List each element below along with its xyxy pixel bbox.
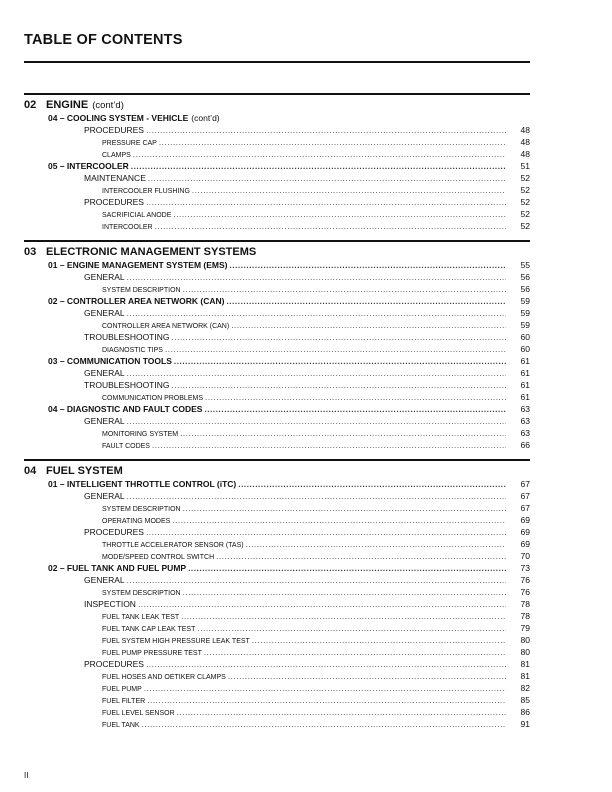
section-number: 04 [24,465,37,477]
toc-entry[interactable] [24,561,530,573]
toc-entry-text: PRESSURE CAP [102,140,157,147]
toc-entry-page: 48 [520,137,530,147]
toc-entry[interactable] [24,183,530,195]
toc-entry[interactable] [24,171,530,183]
toc-entry-text: FUEL TANK [102,722,140,729]
toc-entry-page: 78 [520,599,530,609]
toc-entry[interactable] [24,537,530,549]
toc-entry-page: 52 [520,209,530,219]
toc-entry[interactable] [24,585,530,597]
dot-leader [180,429,506,438]
toc-entry-label [84,416,125,426]
dot-leader [146,126,506,135]
toc-entry-text: FUEL PUMP PRESSURE TEST [102,650,202,657]
toc-entry-label [102,650,202,657]
dot-leader [127,492,506,501]
dot-leader [229,261,506,270]
toc-entry-page: 59 [520,320,530,330]
toc-entry[interactable] [24,135,530,147]
toc-entry[interactable] [24,705,530,717]
toc-entry-text: FAULT CODES [102,443,150,450]
toc-entry-label [84,527,144,537]
toc-entry-label [84,368,125,378]
toc-entry-label [102,287,181,294]
toc-entry-page: 51 [520,161,530,171]
toc-entry-text: INSPECTION [84,599,136,609]
section-heading[interactable] [24,462,530,477]
section-heading[interactable] [24,243,530,258]
toc-entry-page: 66 [520,440,530,450]
toc-entry-text: FUEL HOSES AND OETIKER CLAMPS [102,674,226,681]
toc-entry-text: 01 – INTELLIGENT THROTTLE CONTROL (iTC) [48,479,237,489]
toc-entry-label [84,197,144,207]
toc-entry-page: 69 [520,527,530,537]
toc-entry[interactable] [24,717,530,729]
toc-entry[interactable] [24,378,530,390]
toc-entry[interactable] [24,489,530,501]
toc-entry[interactable] [24,549,530,561]
dot-leader [172,516,506,525]
toc-entry-label [84,308,125,318]
toc-entry-text: FUEL PUMP [102,686,142,693]
toc-entry-text: MONITORING SYSTEM [102,431,179,438]
toc-entry-text: 04 – DIAGNOSTIC AND FAULT CODES [48,404,203,414]
toc-entry-text: MODE/SPEED CONTROL SWITCH [102,554,215,561]
toc-entry-page: 48 [520,149,530,159]
toc-entry-page: 80 [520,647,530,657]
dot-leader [171,381,506,390]
toc-entry-text: FUEL SYSTEM HIGH PRESSURE LEAK TEST [102,638,250,645]
dot-leader [216,552,506,561]
toc-entry-label [48,356,172,366]
toc-entry-label [102,443,150,450]
toc-entry-page: 56 [520,284,530,294]
toc-entry-suffix: (cont’d) [191,113,220,123]
toc-entry[interactable] [24,669,530,681]
toc-entry-text: OPERATING MODES [102,518,171,525]
toc-entry-page: 52 [520,185,530,195]
toc-entry-text: SYSTEM DESCRIPTION [102,590,181,597]
toc-entry-page: 67 [520,503,530,513]
toc-entry-label [84,575,125,585]
dot-leader [205,393,506,402]
toc-entry-label [84,332,169,342]
table-of-contents [24,93,530,738]
toc-entry-page: 60 [520,332,530,342]
toc-entry[interactable] [24,306,530,318]
toc-entry[interactable] [24,207,530,219]
dot-leader [138,600,506,609]
dot-leader [152,441,506,450]
toc-entry-label [48,113,220,123]
toc-entry-label [102,590,181,597]
toc-entry-text: GENERAL [84,272,125,282]
toc-entry-page: 52 [520,197,530,207]
toc-entry[interactable] [24,657,530,669]
toc-entry-label [102,323,229,330]
toc-entry[interactable] [24,633,530,645]
dot-leader [204,405,506,414]
toc-entry-label [48,404,202,414]
toc-entry-text: PROCEDURES [84,197,144,207]
dot-leader [197,624,506,633]
dot-leader [204,648,506,657]
dot-leader [171,333,506,342]
toc-entry-label [102,638,250,645]
toc-entry-text: FUEL LEVEL SENSOR [102,710,175,717]
toc-entry-label [48,161,129,171]
dot-leader [183,588,506,597]
section-divider [24,240,530,242]
toc-entry-label [102,224,153,231]
toc-entry-text: GENERAL [84,491,125,501]
dot-leader [147,696,506,705]
toc-entry-page: 48 [520,125,530,135]
toc-entry[interactable] [24,123,530,135]
toc-entry-text: FUEL FILTER [102,698,146,705]
section-divider [24,459,530,461]
toc-entry-page: 70 [520,551,530,561]
dot-leader [173,210,506,219]
toc-entry-page: 69 [520,515,530,525]
toc-entry-page: 59 [520,296,530,306]
toc-entry-text: GENERAL [84,308,125,318]
dot-leader [142,720,506,729]
toc-entry[interactable] [24,159,530,171]
toc-entry-label [48,563,186,573]
section-title: ELECTRONIC MANAGEMENT SYSTEMS [46,246,257,258]
toc-entry[interactable] [24,111,530,123]
toc-entry-text: SYSTEM DESCRIPTION [102,287,181,294]
toc-entry-label [102,347,163,354]
toc-entry-page: 76 [520,575,530,585]
dot-leader [146,198,506,207]
toc-entry-page: 60 [520,344,530,354]
toc-entry-page: 81 [520,671,530,681]
toc-entry[interactable] [24,318,530,330]
toc-entry-label [84,659,144,669]
dot-leader [165,345,506,354]
section-number: 02 [24,99,37,111]
toc-entry-text: CLAMPS [102,152,131,159]
dot-leader [144,684,506,693]
toc-entry-text: GENERAL [84,575,125,585]
toc-entry-label [102,686,142,693]
toc-entry-page: 63 [520,416,530,426]
dot-leader [228,672,506,681]
toc-entry[interactable] [24,513,530,525]
toc-section [24,240,530,450]
toc-entry-page: 76 [520,587,530,597]
toc-entry[interactable] [24,573,530,585]
dot-leader [127,273,506,282]
toc-entry[interactable] [24,342,530,354]
toc-entry-text: COMMUNICATION PROBLEMS [102,395,203,402]
page-title: TABLE OF CONTENTS [24,32,183,48]
toc-entry-page: 56 [520,272,530,282]
toc-entry-page: 86 [520,707,530,717]
toc-entry-text: DIAGNOSTIC TIPS [102,347,163,354]
toc-entry-label [84,173,146,183]
toc-entry-text: 01 – ENGINE MANAGEMENT SYSTEM (EMS) [48,260,228,270]
toc-entry-text: FUEL TANK LEAK TEST [102,614,180,621]
toc-entry-page: 80 [520,635,530,645]
toc-entry-label [102,518,170,525]
toc-entry[interactable] [24,270,530,282]
toc-entry-label [102,554,214,561]
toc-entry-text: FUEL TANK CAP LEAK TEST [102,626,196,633]
toc-entry-page: 82 [520,683,530,693]
toc-entry-page: 61 [520,392,530,402]
dot-leader [181,612,506,621]
toc-entry-label [84,491,125,501]
dot-leader [131,162,506,171]
toc-entry-label [48,296,224,306]
toc-entry-text: SACRIFICIAL ANODE [102,212,172,219]
toc-entry[interactable] [24,414,530,426]
toc-entry[interactable] [24,681,530,693]
toc-entry-text: INTERCOOLER FLUSHING [102,188,190,195]
toc-entry-label [84,599,136,609]
section-title: FUEL SYSTEM [46,465,123,477]
toc-entry-text: GENERAL [84,416,125,426]
toc-entry[interactable] [24,597,530,609]
toc-entry-text: PROCEDURES [84,125,144,135]
toc-entry-page: 52 [520,173,530,183]
toc-entry[interactable] [24,477,530,489]
toc-section [24,459,530,729]
toc-entry-label [102,140,157,147]
toc-entry-label [102,212,171,219]
section-suffix: (cont’d) [92,100,124,111]
toc-entry-text: 02 – FUEL TANK AND FUEL PUMP [48,563,187,573]
toc-entry-label [48,260,227,270]
toc-entry-text: 03 – COMMUNICATION TOOLS [48,356,172,366]
toc-entry[interactable] [24,402,530,414]
toc-entry[interactable] [24,609,530,621]
dot-leader [226,297,506,306]
toc-entry-page: 67 [520,479,530,489]
section-divider [24,93,530,95]
toc-entry-text: 05 – INTERCOOLER [48,161,129,171]
dot-leader [127,417,506,426]
section-heading[interactable] [24,96,530,111]
dot-leader [183,285,506,294]
title-divider [24,61,530,63]
dot-leader [155,222,506,231]
toc-entry-label [102,674,226,681]
toc-entry-text: PROCEDURES [84,527,144,537]
toc-entry[interactable] [24,195,530,207]
toc-entry-page: 63 [520,404,530,414]
dot-leader [127,309,506,318]
toc-entry-page: 73 [520,563,530,573]
toc-entry[interactable] [24,438,530,450]
toc-entry[interactable] [24,645,530,657]
toc-entry[interactable] [24,525,530,537]
dot-leader [183,504,506,513]
dot-leader [231,321,506,330]
toc-entry[interactable] [24,354,530,366]
dot-leader [148,174,506,183]
toc-entry-page: 78 [520,611,530,621]
toc-entry[interactable] [24,366,530,378]
toc-entry[interactable] [24,501,530,513]
dot-leader [146,660,506,669]
dot-leader [159,138,506,147]
toc-entry-label [48,479,236,489]
dot-leader [188,564,506,573]
toc-entry-label [84,272,125,282]
toc-entry[interactable] [24,294,530,306]
toc-section [24,93,530,231]
toc-entry[interactable] [24,282,530,294]
toc-entry-label [102,722,140,729]
toc-entry-label [102,188,190,195]
toc-entry[interactable] [24,426,530,438]
toc-entry-text: TROUBLESHOOTING [84,380,170,390]
toc-entry-text: MAINTENANCE [84,173,146,183]
dot-leader [177,708,506,717]
toc-entry-page: 69 [520,539,530,549]
toc-entry-label [102,542,244,549]
toc-entry-page: 55 [520,260,530,270]
toc-entry-page: 67 [520,491,530,501]
toc-entry[interactable] [24,330,530,342]
toc-entry-text: 04 – COOLING SYSTEM - VEHICLE [48,113,189,123]
dot-leader [127,576,506,585]
dot-leader [238,480,506,489]
toc-entry[interactable] [24,147,530,159]
toc-entry-text: PROCEDURES [84,659,144,669]
dot-leader [192,186,506,195]
toc-entry-page: 61 [520,380,530,390]
toc-entry-page: 79 [520,623,530,633]
page-number: II [24,771,29,780]
dot-leader [174,357,506,366]
toc-entry[interactable] [24,693,530,705]
toc-entry-label [102,710,175,717]
toc-entry-label [102,152,131,159]
section-title: ENGINE [46,99,89,111]
dot-leader [252,636,506,645]
toc-entry[interactable] [24,258,530,270]
toc-entry-page: 81 [520,659,530,669]
toc-entry[interactable] [24,390,530,402]
dot-leader [133,150,506,159]
toc-entry-label [102,626,195,633]
toc-entry-label [102,431,178,438]
section-number: 03 [24,246,37,258]
toc-entry-text: GENERAL [84,368,125,378]
toc-entry-page: 91 [520,719,530,729]
dot-leader [146,528,506,537]
toc-entry-page: 61 [520,368,530,378]
toc-entry-text: THROTTLE ACCELERATOR SENSOR (TAS) [102,542,244,549]
toc-entry[interactable] [24,219,530,231]
toc-entry-page: 59 [520,308,530,318]
toc-entry-text: CONTROLLER AREA NETWORK (CAN) [102,323,230,330]
toc-entry-label [84,125,144,135]
toc-entry-label [84,380,169,390]
toc-entry-text: INTERCOOLER [102,224,153,231]
toc-entry-text: SYSTEM DESCRIPTION [102,506,181,513]
dot-leader [127,369,506,378]
toc-entry-label [102,506,181,513]
toc-entry-page: 52 [520,221,530,231]
toc-entry-label [102,614,179,621]
toc-entry-page: 63 [520,428,530,438]
toc-entry-text: TROUBLESHOOTING [84,332,170,342]
toc-entry-page: 85 [520,695,530,705]
toc-entry[interactable] [24,621,530,633]
toc-entry-text: 02 – CONTROLLER AREA NETWORK (CAN) [48,296,225,306]
dot-leader [246,540,506,549]
toc-entry-label [102,698,145,705]
toc-entry-page: 61 [520,356,530,366]
toc-entry-label [102,395,203,402]
